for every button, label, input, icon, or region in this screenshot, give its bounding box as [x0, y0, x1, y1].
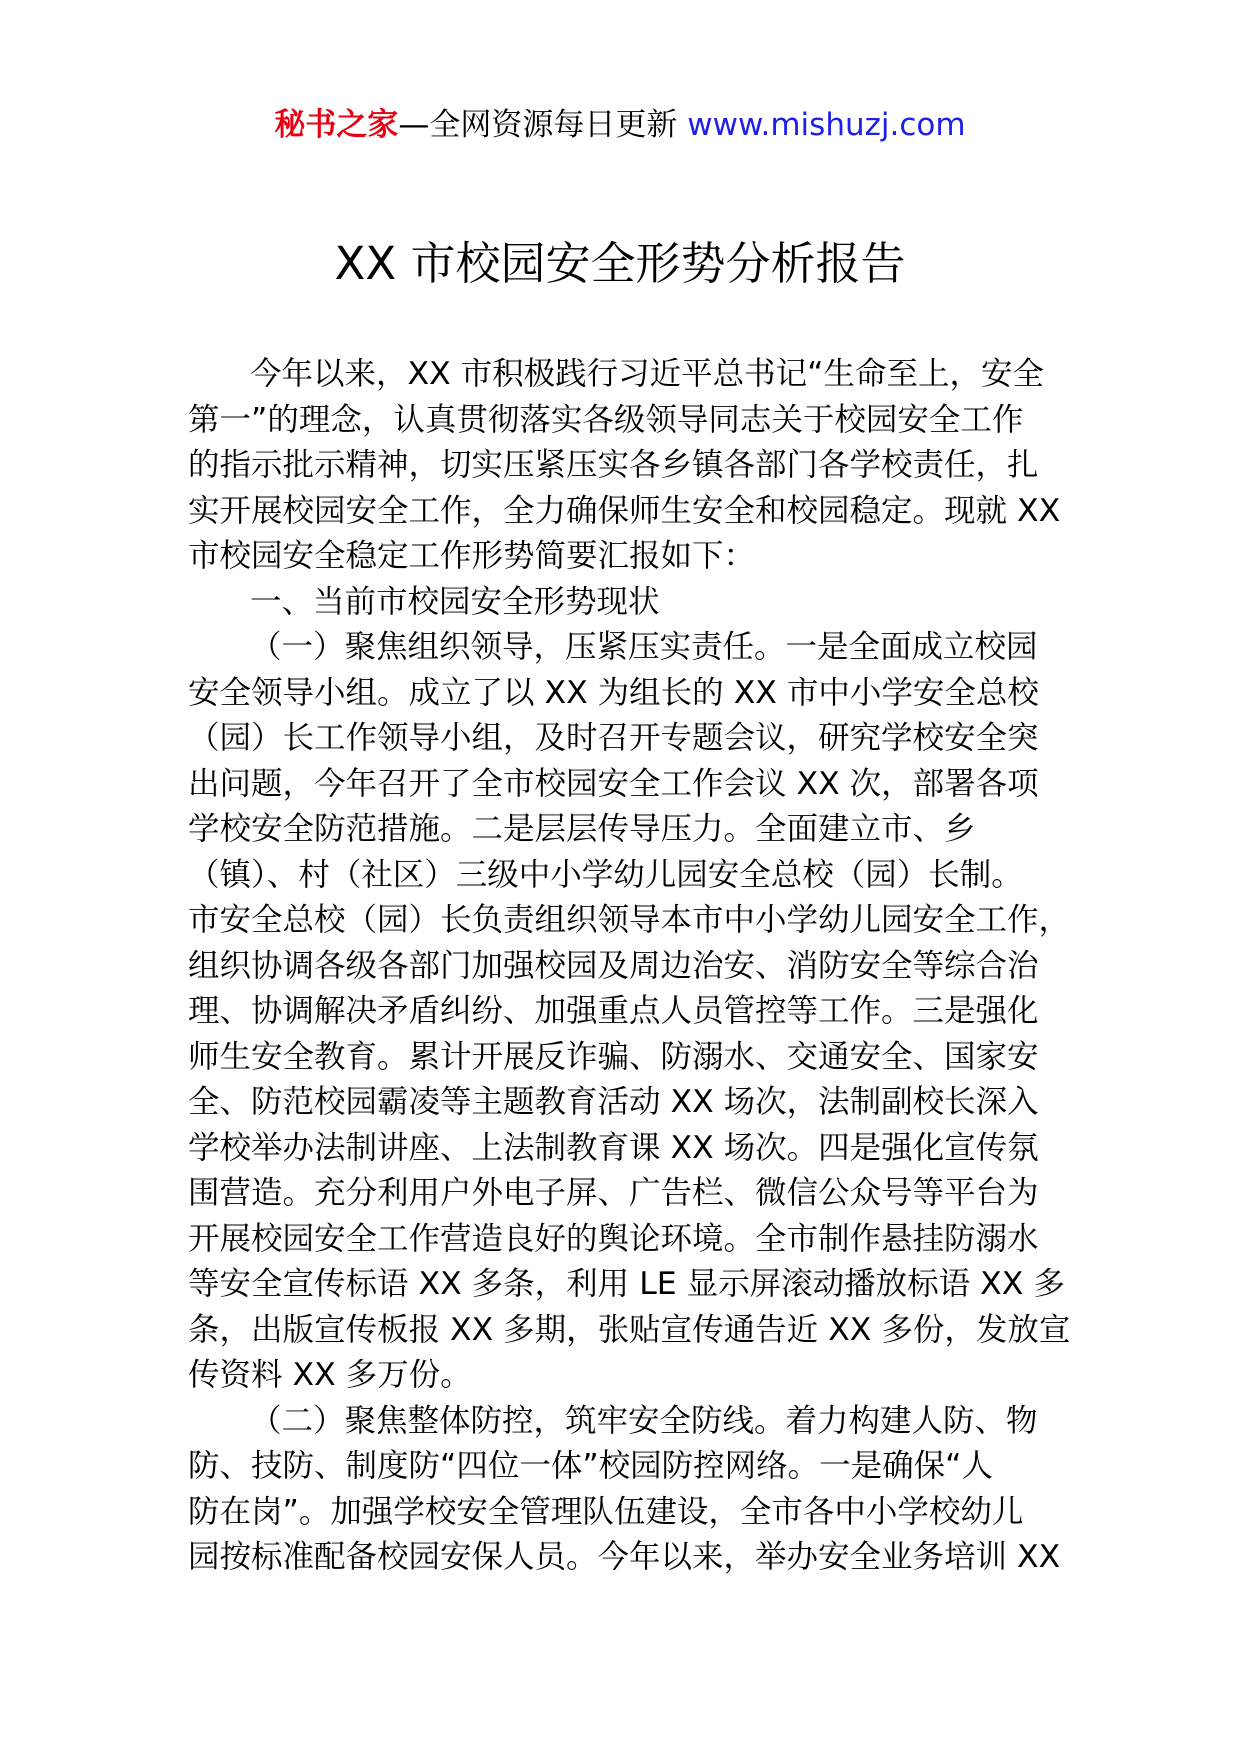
paragraph-line: 条，出版宣传板报 XX 多期，张贴宣传通告近 XX 多份，发放宣: [188, 1311, 1071, 1348]
site-brand: 秘书之家: [274, 107, 399, 143]
paragraph-line: （镇）、村（社区）三级中小学幼儿园安全总校（园）长制。: [188, 856, 1023, 893]
paragraph-line: 市校园安全稳定工作形势简要汇报如下：: [188, 538, 756, 574]
paragraph-line: 防、技防、制度防“四位一体”校园防控网络。一是确保“人: [188, 1448, 993, 1484]
site-header: [0, 100, 1240, 150]
paragraph-line: 出问题，今年召开了全市校园安全工作会议 XX 次，部署各项: [188, 765, 1039, 802]
site-url-link[interactable]: www.mishuzj.com: [687, 107, 966, 143]
paragraph-line: 传资料 XX 多万份。: [188, 1357, 472, 1393]
paragraph-line: 学校举办法制讲座、上法制教育课 XX 场次。四是强化宣传氛: [188, 1129, 1039, 1166]
paragraph-line: 开展校园安全工作营造良好的舆论环境。全市制作悬挂防溺水: [188, 1220, 1039, 1257]
paragraph-line: 安全领导小组。成立了以 XX 为组长的 XX 市中小学安全总校: [188, 674, 1039, 711]
paragraph-line: 今年以来，XX 市积极践行习近平总书记“生命至上，安全: [250, 356, 1044, 392]
paragraph-line: 学校安全防范措施。二是层层传导压力。全面建立市、乡: [188, 811, 976, 847]
document-title: XX 市校园安全形势分析报告: [334, 237, 906, 290]
paragraph-line: 理、协调解决矛盾纠纷、加强重点人员管控等工作。三是强化: [188, 993, 1039, 1029]
document-body: [188, 352, 1071, 1581]
paragraph-line: 防在岗”。加强学校安全管理队伍建设，全市各中小学校幼儿: [188, 1493, 1024, 1530]
paragraph-line: 师生安全教育。累计开展反诈骗、防溺水、交通安全、国家安: [188, 1038, 1039, 1075]
paragraph-line: 等安全宣传标语 XX 多条，利用 LE 显示屏滚动播放标语 XX 多: [188, 1266, 1065, 1302]
section-heading: 一、当前市校园安全形势现状: [250, 583, 660, 620]
paragraph-line: 的指示批示精神，切实压紧压实各乡镇各部门各学校责任，扎: [188, 447, 1039, 483]
paragraph-line: 组织协调各级各部门加强校园及周边治安、消防安全等综合治: [188, 947, 1039, 984]
paragraph-line: （二）聚焦整体防控，筑牢安全防线。着力构建人防、物: [250, 1402, 1038, 1439]
paragraph-line: （一）聚焦组织领导，压紧压实责任。一是全面成立校园: [250, 629, 1038, 665]
paragraph-line: （园）长工作领导小组，及时召开专题会议，研究学校安全突: [188, 720, 1039, 756]
paragraph-line: 园按标准配备校园安保人员。今年以来，举办安全业务培训 XX: [188, 1539, 1061, 1575]
paragraph-line: 第一”的理念，认真贯彻落实各级领导同志关于校园安全工作: [188, 401, 1024, 438]
paragraph-line: 全、防范校园霸凌等主题教育活动 XX 场次，法制副校长深入: [188, 1084, 1039, 1120]
paragraph-line: 围营造。充分利用户外电子屏、广告栏、微信公众号等平台为: [188, 1175, 1039, 1211]
paragraph-line: 市安全总校（园）长负责组织领导本市中小学幼儿园安全工作，: [188, 902, 1071, 938]
paragraph-line: 实开展校园安全工作，全力确保师生安全和校园稳定。现就 XX: [188, 492, 1061, 529]
site-tagline: —全网资源每日更新: [398, 107, 688, 143]
